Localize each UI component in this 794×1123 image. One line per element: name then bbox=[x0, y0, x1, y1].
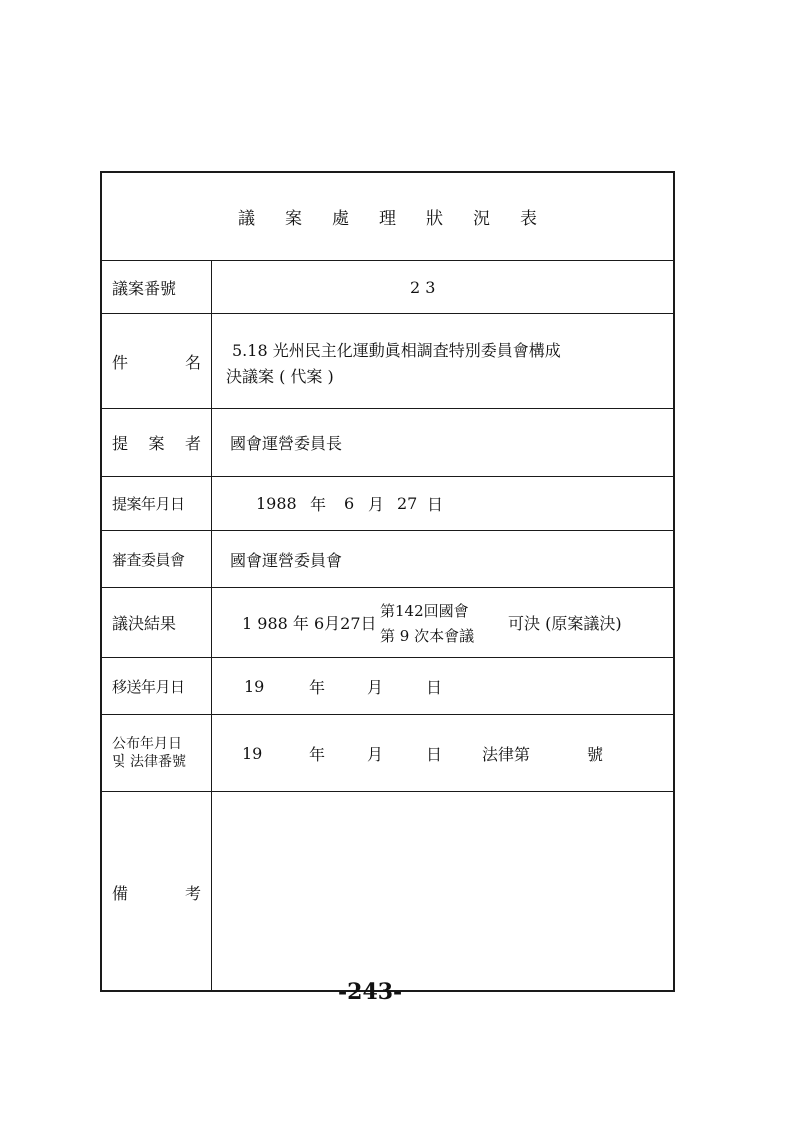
label-char: 備 bbox=[112, 883, 129, 903]
label-resolution: 議決結果 bbox=[102, 588, 212, 657]
proposal-month: 6 bbox=[344, 494, 355, 513]
day-unit: 日 bbox=[427, 495, 444, 514]
label-line: 公布年月日 bbox=[112, 736, 182, 752]
law-number-unit: 號 bbox=[587, 744, 604, 764]
value-cell bbox=[212, 588, 673, 657]
bill-status-form bbox=[100, 171, 675, 992]
label-line: 및 法律番號 bbox=[112, 754, 186, 770]
row-promulgation bbox=[102, 715, 673, 792]
subject-line-2: 決議案 ( 代案 ) bbox=[226, 367, 334, 386]
value-cell bbox=[212, 314, 673, 408]
value-cell bbox=[212, 477, 673, 530]
row-proposal-date bbox=[102, 477, 673, 531]
row-proposer bbox=[102, 409, 673, 477]
law-number-label: 法律第 bbox=[482, 744, 531, 764]
label-char: 件 bbox=[112, 352, 129, 372]
row-subject bbox=[102, 314, 673, 409]
value-cell bbox=[212, 261, 673, 313]
value-cell bbox=[212, 715, 673, 791]
label-promulgation bbox=[102, 715, 212, 791]
row-remarks bbox=[102, 792, 673, 992]
value-cell bbox=[212, 531, 673, 587]
title-char: 議 bbox=[238, 209, 255, 229]
resolution-session: 第142回國會 bbox=[380, 602, 469, 620]
bill-number-value: 2 3 bbox=[410, 277, 436, 297]
year-unit: 年 bbox=[309, 677, 326, 697]
resolution-date: 1 988 年 6月27日 bbox=[242, 614, 377, 633]
resolution-outcome: 可決 (原案議決) bbox=[508, 614, 622, 633]
review-committee-value: 國會運營委員會 bbox=[230, 550, 343, 570]
value-cell bbox=[212, 409, 673, 476]
label-char: 名 bbox=[184, 352, 201, 372]
resolution-meeting: 第 9 次本會議 bbox=[380, 627, 475, 645]
month-unit: 月 bbox=[367, 744, 384, 764]
month-unit: 月 bbox=[368, 495, 385, 514]
form-title bbox=[102, 173, 673, 261]
label-char: 者 bbox=[184, 434, 201, 453]
promulgation-year: 19 bbox=[242, 743, 263, 763]
remarks-value bbox=[212, 792, 673, 992]
title-char: 況 bbox=[473, 209, 490, 229]
label-review-committee: 審査委員會 bbox=[102, 531, 212, 587]
label-char: 提 bbox=[112, 434, 129, 453]
label-remarks bbox=[102, 792, 212, 992]
title-char: 狀 bbox=[426, 209, 443, 229]
year-unit: 年 bbox=[309, 744, 326, 764]
proposal-year: 1988 bbox=[256, 494, 297, 513]
transfer-year: 19 bbox=[244, 676, 265, 696]
proposal-day: 27 bbox=[397, 494, 418, 513]
row-resolution bbox=[102, 588, 673, 658]
title-char: 理 bbox=[379, 209, 396, 229]
label-proposal-date: 提案年月日 bbox=[102, 477, 212, 530]
page-number: -243- bbox=[338, 979, 403, 1005]
row-review-committee bbox=[102, 531, 673, 588]
day-unit: 日 bbox=[426, 744, 443, 764]
proposer-value: 國會運營委員長 bbox=[230, 434, 343, 453]
title-char: 表 bbox=[520, 209, 537, 229]
subject-line-1: 5.18 光州民主化運動眞相調査特別委員會構成 bbox=[232, 341, 561, 360]
label-subject bbox=[102, 314, 212, 408]
year-unit: 年 bbox=[310, 495, 327, 514]
row-transfer-date bbox=[102, 658, 673, 715]
title-char: 處 bbox=[332, 209, 349, 229]
label-bill-number: 議案番號 bbox=[102, 261, 212, 313]
value-cell bbox=[212, 658, 673, 714]
label-transfer-date: 移送年月日 bbox=[102, 658, 212, 714]
label-char: 考 bbox=[184, 883, 201, 903]
label-char: 案 bbox=[148, 434, 165, 453]
title-char: 案 bbox=[285, 209, 302, 229]
row-bill-number bbox=[102, 261, 673, 314]
label-proposer bbox=[102, 409, 212, 476]
day-unit: 日 bbox=[426, 677, 443, 697]
month-unit: 月 bbox=[367, 677, 384, 697]
